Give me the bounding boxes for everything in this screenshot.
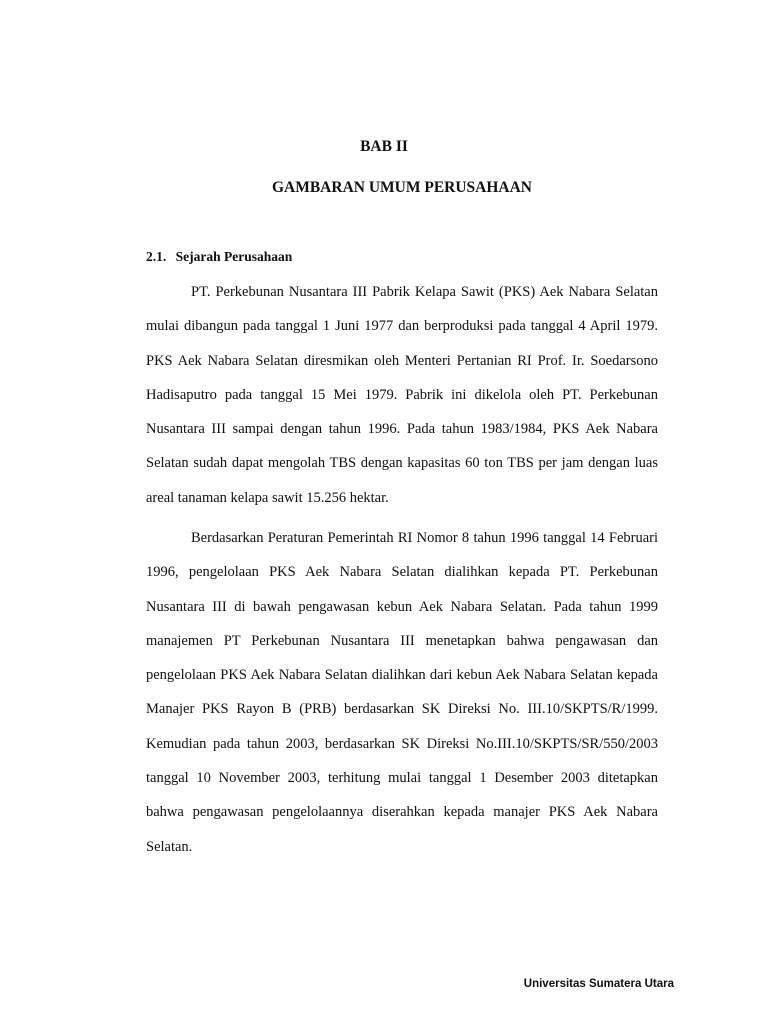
paragraph: Berdasarkan Peraturan Pemerintah RI Nomor 8 tahun 1996 tanggal 14 Februari 1996, pengelolaan PKS Aek Nabara Selatan dialihkan kepada PT. Perkebunan Nusantara III di bawah pengawasan kebun Aek Nabara Selatan. Pada tahun 1999 manajemen PT Perkebunan Nusantara III menetapkan bahwa pengawasan dan pengelolaan PKS Aek Nabara Selatan dialihkan dari kebun Aek Nabara Selatan kepada Manajer PKS Rayon B (PRB) berdasarkan SK Direksi No. III.10/SKPTS/R/1999. Kemudian pada tahun 2003, berdasarkan SK Direksi No.III.10/SKPTS/SR/550/2003 tanggal 10 November 2003, terhitung mulai tanggal 1 Desember 2003 ditetapkan bahwa pengawasan pengelolaannya diserahkan kepada manajer PKS Aek Nabara Selatan. xyxy=(146,530,658,855)
section-number: 2.1. xyxy=(146,249,167,264)
section-title: Sejarah Perusahaan xyxy=(175,249,293,264)
paragraph: PT. Perkebunan Nusantara III Pabrik Kelapa Sawit (PKS) Aek Nabara Selatan mulai dibangun pada tanggal 1 Juni 1977 dan berproduksi pada tanggal 4 April 1979. PKS Aek Nabara Selatan diresmikan oleh Menteri Pertanian RI Prof. Ir. Soedarsono Hadisaputro pada tanggal 15 Mei 1979. Pabrik ini dikelola oleh PT. Perkebunan Nusantara III sampai dengan tahun 1996. Pada tahun 1983/1984, PKS Aek Nabara Selatan sudah dapat mengolah TBS dengan kapasitas 60 ton TBS per jam dengan luas areal tanaman kelapa sawit 15.256 hektar. xyxy=(146,284,658,506)
chapter-title: GAMBARAN UMUM PERUSAHAAN xyxy=(271,179,533,196)
paragraph-1-block xyxy=(146,275,658,515)
chapter-label: BAB II xyxy=(360,138,408,155)
paragraph-2-block xyxy=(146,521,658,864)
section-heading xyxy=(146,249,292,265)
footer-university: Universitas Sumatera Utara xyxy=(523,978,674,990)
